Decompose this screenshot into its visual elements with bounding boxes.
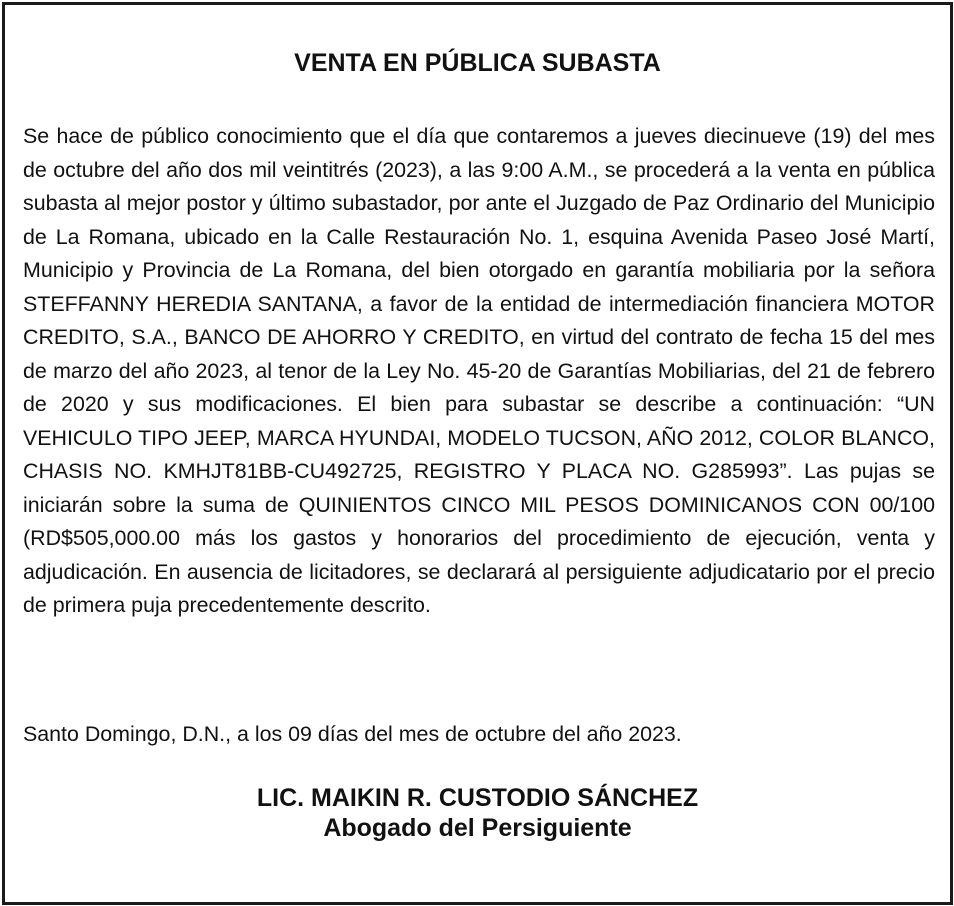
notice-title: VENTA EN PÚBLICA SUBASTA: [294, 49, 661, 77]
legal-notice-box: [2, 2, 953, 905]
signature-block: [5, 783, 950, 843]
signer-role: Abogado del Persiguiente: [323, 814, 632, 842]
place-and-date: Santo Domingo, D.N., a los 09 días del mes de octubre del año 2023.: [23, 722, 682, 746]
signer-name: LIC. MAIKIN R. CUSTODIO SÁNCHEZ: [256, 784, 699, 812]
notice-body: Se hace de público conocimiento que el día que contaremos a jueves diecinueve (19) del mes de octubre del año dos mil veintitrés (2023), a las 9:00 A.M., se procederá a la venta en pública subasta al mejor postor y último subastador, por ante el Juzgado de Paz Ordinario del Municipio de La Romana, ubicado en la Calle Restauración No. 1, esquina Avenida Paseo José Martí, Municipio y Provincia de La Romana, del bien otorgado en garantía mobiliaria por la señora STEFFANNY HEREDIA SANTANA, a favor de la entidad de intermediación financiera MOTOR CREDITO, S.A., BANCO DE AHORRO Y CREDITO, en virtud del contrato de fecha 15 del mes de marzo del año 2023, al tenor de la Ley No. 45-20 de Garantías Mobiliarias, del 21 de febrero de 2020 y sus modificaciones. El bien para subastar se describe a continuación: “UN VEHICULO TIPO JEEP, MARCA HYUNDAI, MODELO TUCSON, AÑO 2012, COLOR BLANCO, CHASIS NO. KMHJT81BB-CU492725, REGISTRO Y PLACA NO. G285993”. Las pujas se iniciarán sobre la suma de QUINIENTOS CINCO MIL PESOS DOMINICANOS CON 00/100 (RD$505,000.00 más los gastos y honorarios del procedimiento de ejecución, venta y adjudicación. En ausencia de licitadores, se declarará al persiguiente adjudicatario por el precio de primera puja precedentemente descrito.: [23, 124, 935, 617]
